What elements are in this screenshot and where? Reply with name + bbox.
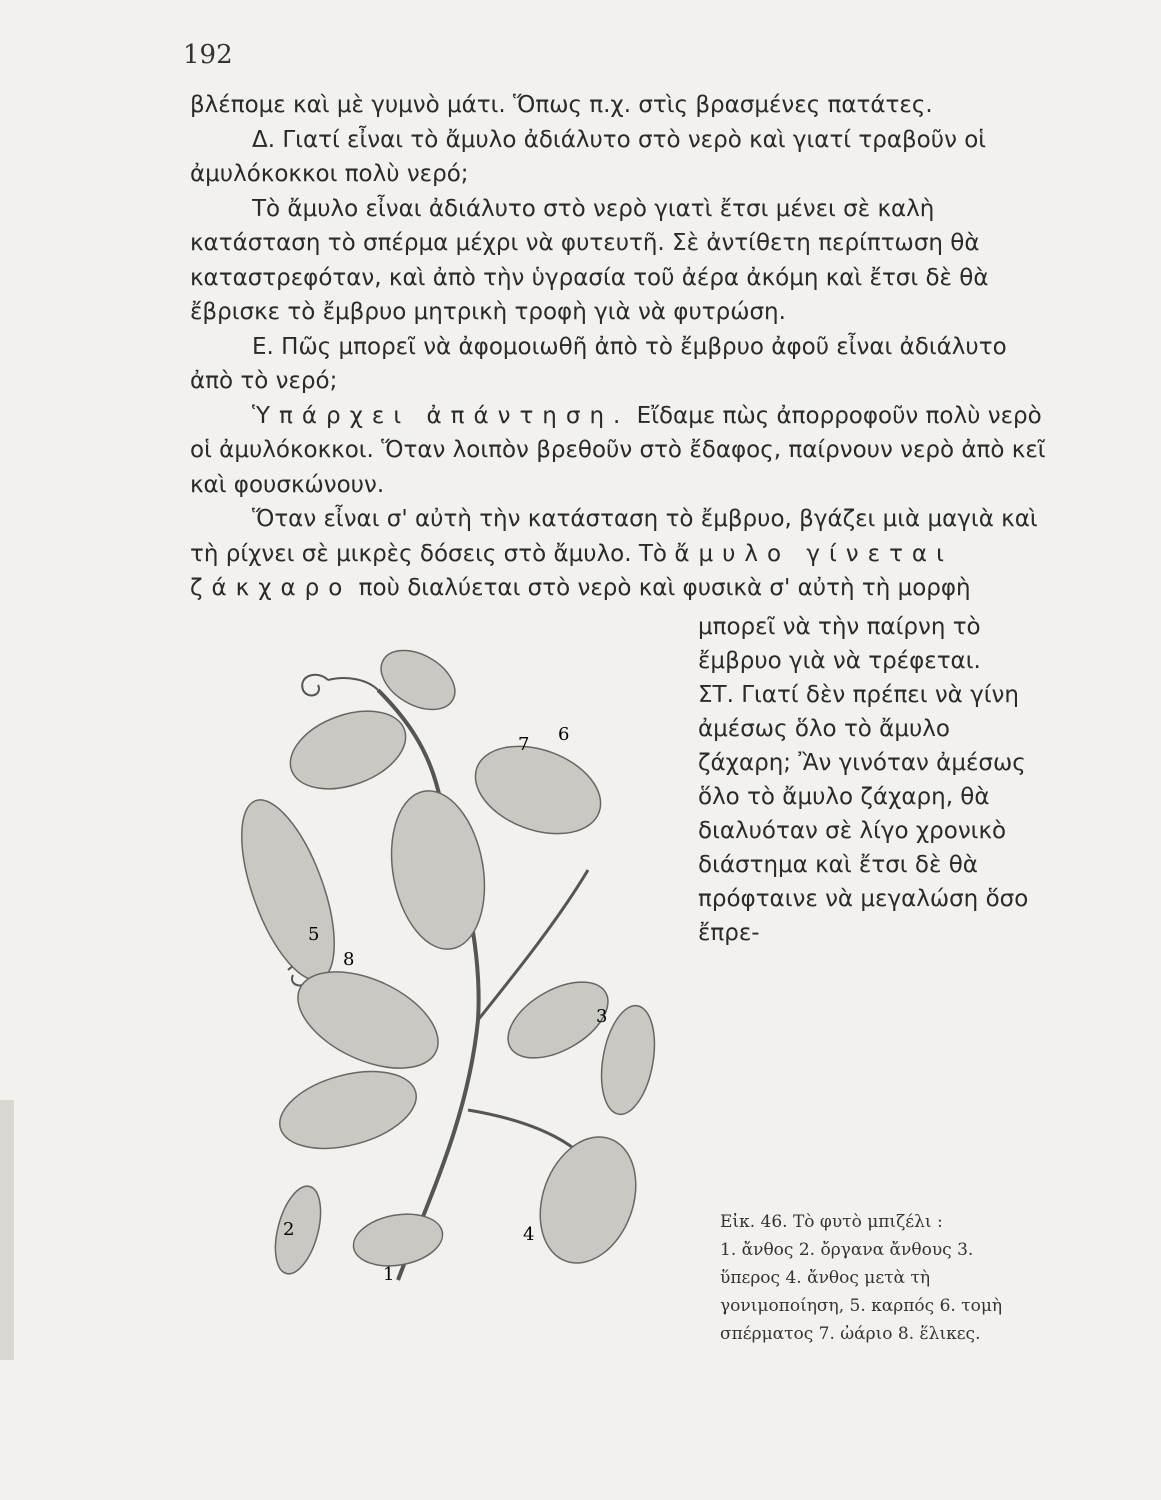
main-text — [190, 88, 1050, 606]
figure-label-1: 1 — [383, 1264, 395, 1285]
side-paragraph-1: μπορεῖ νὰ τὴν παίρνη τὸ ἔμβρυο γιὰ νὰ τρέφεται. — [698, 614, 981, 674]
answer-e — [190, 399, 1050, 503]
caption-body: 1. ἄνθος 2. ὄργανα ἄνθους 3. ὕπερος 4. ἄνθος μετὰ τὴ γονιμοποίηση, 5. καρπός 6. τομὴ σπέρματος 7. ὠάριο 8. ἕλικες. — [720, 1240, 1003, 1344]
figure-label-8: 8 — [343, 949, 355, 970]
side-column-text — [698, 610, 1043, 950]
paragraph-sugar — [190, 502, 1050, 606]
figure-label-3: 3 — [596, 1006, 608, 1027]
pea-plant-illustration — [228, 640, 698, 1300]
spaced-emphasis: Ὑπάρχει ἀπάντηση. — [252, 402, 630, 429]
figure-caption — [720, 1208, 1020, 1348]
figure-label-6: 6 — [558, 724, 570, 745]
figure-label-2: 2 — [283, 1219, 295, 1240]
figure-label-5: 5 — [308, 924, 320, 945]
spaced-emphasis: ἄμυλο γίνεται ζάκχαρο — [190, 540, 953, 601]
question-st: ΣΤ. Γιατί δὲν πρέπει νὰ γίνη ἀμέσως ὅλο τὸ ἄμυλο ζάχαρη; Ἂν γινόταν ἀμέσως ὅλο τὸ ἄμυλο ζάχαρη, θὰ διαλυόταν σὲ λίγο χρονικὸ διάστημα καὶ ἔτσι δὲ θὰ πρόφταινε νὰ μεγαλώση ὅσο ἔπρε- — [698, 682, 1029, 946]
caption-title: Εἰκ. 46. Τὸ φυτὸ μπιζέλι : — [720, 1212, 943, 1232]
answer-e-rest: Εἴδαμε πὼς ἀπορροφοῦν πολὺ νερὸ οἱ ἀμυλόκοκκοι. Ὅταν λοιπὸν βρεθοῦν στὸ ἔδαφος, παίρνουν νερὸ ἀπὸ κεῖ καὶ φουσκώνουν. — [190, 402, 1046, 498]
paragraph-intro: βλέπομε καὶ μὲ γυμνὸ μάτι. Ὅπως π.χ. στὶς βρασμένες πατάτες. — [190, 92, 933, 118]
answer-d: Τὸ ἄμυλο εἶναι ἀδιάλυτο στὸ νερὸ γιατὶ ἔτσι μένει σὲ καλὴ κατάσταση τὸ σπέρμα μέχρι νὰ φυτευτῆ. Σὲ ἀντίθετη περίπτωση θὰ καταστρεφόταν, καὶ ἀπὸ τὴν ὑγρασία τοῦ ἀέρα ἀκόμη καὶ ἔτσι δὲ θὰ ἔβρισκε τὸ ἔμβρυο μητρικὴ τροφὴ γιὰ νὰ φυτρώση. — [190, 195, 989, 325]
figure-label-7: 7 — [518, 734, 530, 755]
scan-edge-shadow — [0, 1100, 14, 1360]
sugar-text-before: Ὅταν εἶναι σ' αὐτὴ τὴν κατάσταση τὸ ἔμβρυο, βγάζει μιὰ μαγιὰ καὶ τὴ ρίχνει σὲ μικρὲς δόσεις στὸ ἄμυλο. Τὸ — [190, 506, 1038, 567]
question-d: Δ. Γιατί εἶναι τὸ ἄμυλο ἀδιάλυτο στὸ νερὸ καὶ γιατί τραβοῦν οἱ ἀμυλόκοκκοι πολὺ νερό; — [190, 126, 987, 187]
sugar-text-after: ποὺ διαλύεται στὸ νερὸ καὶ φυσικὰ σ' αὐτὴ τὴ μορφὴ — [351, 575, 971, 601]
question-e: Ε. Πῶς μπορεῖ νὰ ἀφομοιωθῆ ἀπὸ τὸ ἔμβρυο ἀφοῦ εἶναι ἀδιάλυτο ἀπὸ τὸ νερό; — [190, 333, 1007, 394]
page-number: 192 — [183, 40, 233, 70]
figure-label-4: 4 — [523, 1224, 535, 1245]
